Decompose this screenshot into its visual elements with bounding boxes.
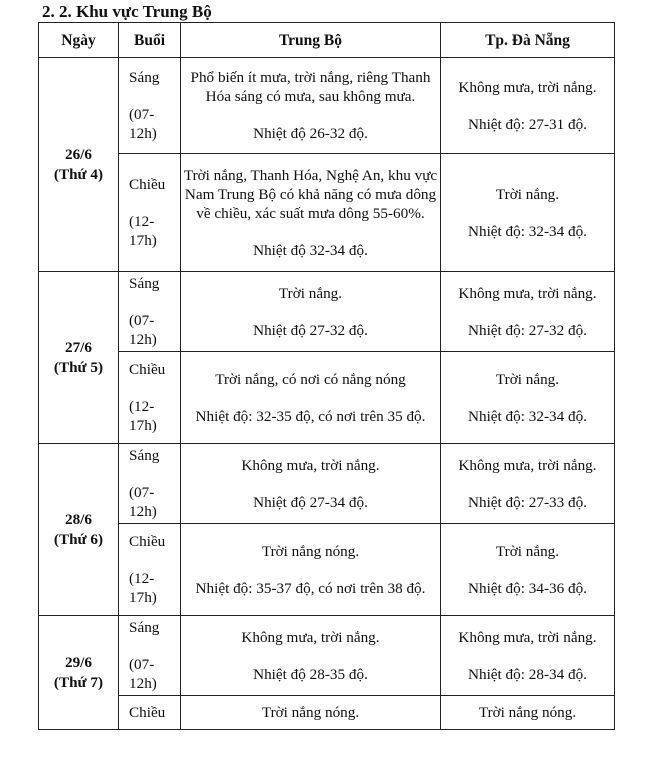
temperature-text: Nhiệt độ 27-32 độ. [253, 321, 368, 339]
forecast-table [38, 22, 615, 730]
city-forecast-cell [441, 272, 615, 352]
table-row [39, 444, 615, 524]
weekday-label: (Thứ 7) [53, 673, 104, 691]
table-row [39, 616, 615, 696]
forecast-text: Trời nắng. [278, 284, 343, 302]
temperature-text: Nhiệt độ 28-35 độ. [253, 665, 368, 683]
temperature-text: Nhiệt độ: 28-34 độ. [468, 665, 587, 683]
table-row [39, 272, 615, 352]
date-label: 26/6 [64, 145, 92, 163]
forecast-text: Trời nắng, Thanh Hóa, Nghệ An, khu vực Nam Trung Bộ có khả năng có mưa dông về chiều, xác suất mưa dông 55-60%. [183, 166, 438, 222]
forecast-text: Trời nắng. [495, 370, 560, 388]
session-name: Sáng [129, 447, 160, 464]
session-cell [119, 696, 181, 730]
temperature-text: Nhiệt độ: 35-37 độ, có nơi trên 38 độ. [195, 579, 426, 597]
header-ngay: Ngày [39, 23, 119, 58]
forecast-text: Trời nắng. [495, 185, 560, 203]
header-row [39, 23, 615, 58]
forecast-text: Không mưa, trời nắng. [458, 78, 597, 96]
session-hours: (07-12h) [129, 106, 157, 142]
session-name: Chiều [129, 533, 166, 550]
region-forecast-cell [181, 352, 441, 444]
city-forecast-cell [441, 524, 615, 616]
table-row [39, 58, 615, 154]
date-cell [39, 444, 119, 616]
temperature-text: Nhiệt độ: 32-34 độ. [468, 222, 587, 240]
table-row [39, 352, 615, 444]
table-row [39, 696, 615, 730]
session-name: Sáng [129, 275, 160, 292]
temperature-text: Nhiệt độ: 27-33 độ. [468, 493, 587, 511]
forecast-text: Không mưa, trời nắng. [458, 284, 597, 302]
region-forecast-cell [181, 154, 441, 272]
region-forecast-cell [181, 272, 441, 352]
session-cell [119, 154, 181, 272]
temperature-text: Nhiệt độ 26-32 độ. [253, 125, 368, 142]
city-forecast-cell [441, 616, 615, 696]
session-hours: (07-12h) [129, 312, 157, 348]
forecast-text: Trời nắng nóng. [261, 704, 360, 721]
temperature-text: Nhiệt độ: 34-36 độ. [468, 579, 587, 597]
region-forecast-cell [181, 444, 441, 524]
forecast-text: Không mưa, trời nắng. [241, 628, 380, 646]
date-cell [39, 58, 119, 272]
forecast-text: Trời nắng nóng. [478, 704, 577, 721]
region-forecast-cell [181, 616, 441, 696]
session-name: Sáng [129, 69, 160, 86]
temperature-text: Nhiệt độ: 27-31 độ. [468, 115, 587, 133]
temperature-text: Nhiệt độ 27-34 độ. [253, 493, 368, 511]
session-cell [119, 616, 181, 696]
city-forecast-cell [441, 444, 615, 524]
forecast-text: Không mưa, trời nắng. [458, 628, 597, 646]
session-name: Sáng [129, 619, 160, 636]
city-forecast-cell [441, 696, 615, 730]
date-label: 28/6 [64, 510, 92, 528]
session-cell [119, 272, 181, 352]
weekday-label: (Thứ 4) [53, 165, 104, 183]
temperature-text: Nhiệt độ: 32-34 độ. [468, 407, 587, 425]
region-forecast-cell [181, 58, 441, 154]
date-label: 29/6 [64, 653, 92, 671]
session-cell [119, 352, 181, 444]
session-name: Chiều [129, 176, 166, 193]
date-cell [39, 272, 119, 444]
session-cell [119, 58, 181, 154]
section-heading: 2. 2. Khu vực Trung Bộ [42, 2, 212, 21]
temperature-text: Nhiệt độ: 27-32 độ. [468, 321, 587, 339]
session-cell [119, 524, 181, 616]
session-hours: (07-12h) [129, 484, 157, 520]
header-da-nang: Tp. Đà Nẵng [441, 23, 615, 58]
table-row [39, 524, 615, 616]
temperature-text: Nhiệt độ 32-34 độ. [253, 241, 368, 259]
table-row [39, 154, 615, 272]
weekday-label: (Thứ 5) [53, 358, 104, 376]
header-trung-bo: Trung Bộ [181, 23, 441, 58]
region-forecast-cell [181, 696, 441, 730]
header-buoi: Buổi [119, 23, 181, 58]
temperature-text: Nhiệt độ: 32-35 độ, có nơi trên 35 độ. [195, 407, 426, 425]
session-hours: (07-12h) [129, 656, 157, 692]
region-forecast-cell [181, 524, 441, 616]
date-label: 27/6 [64, 338, 92, 356]
weekday-label: (Thứ 6) [53, 530, 104, 548]
city-forecast-cell [441, 58, 615, 154]
forecast-text: Không mưa, trời nắng. [458, 456, 597, 474]
forecast-text: Trời nắng nóng. [261, 542, 360, 560]
session-hours: (12-17h) [129, 398, 157, 434]
session-name: Chiều [129, 361, 166, 378]
forecast-text: Trời nắng. [495, 542, 560, 560]
city-forecast-cell [441, 352, 615, 444]
city-forecast-cell [441, 154, 615, 272]
session-hours: (12-17h) [129, 213, 157, 249]
forecast-text: Trời nắng, có nơi có nắng nóng [215, 370, 406, 388]
forecast-text: Không mưa, trời nắng. [241, 456, 380, 474]
session-hours: (12-17h) [129, 570, 157, 606]
date-cell [39, 616, 119, 730]
forecast-text: Phổ biến ít mưa, trời nắng, riêng Thanh Hóa sáng có mưa, sau không mưa. [190, 69, 431, 105]
session-name: Chiều [129, 704, 166, 721]
session-cell [119, 444, 181, 524]
